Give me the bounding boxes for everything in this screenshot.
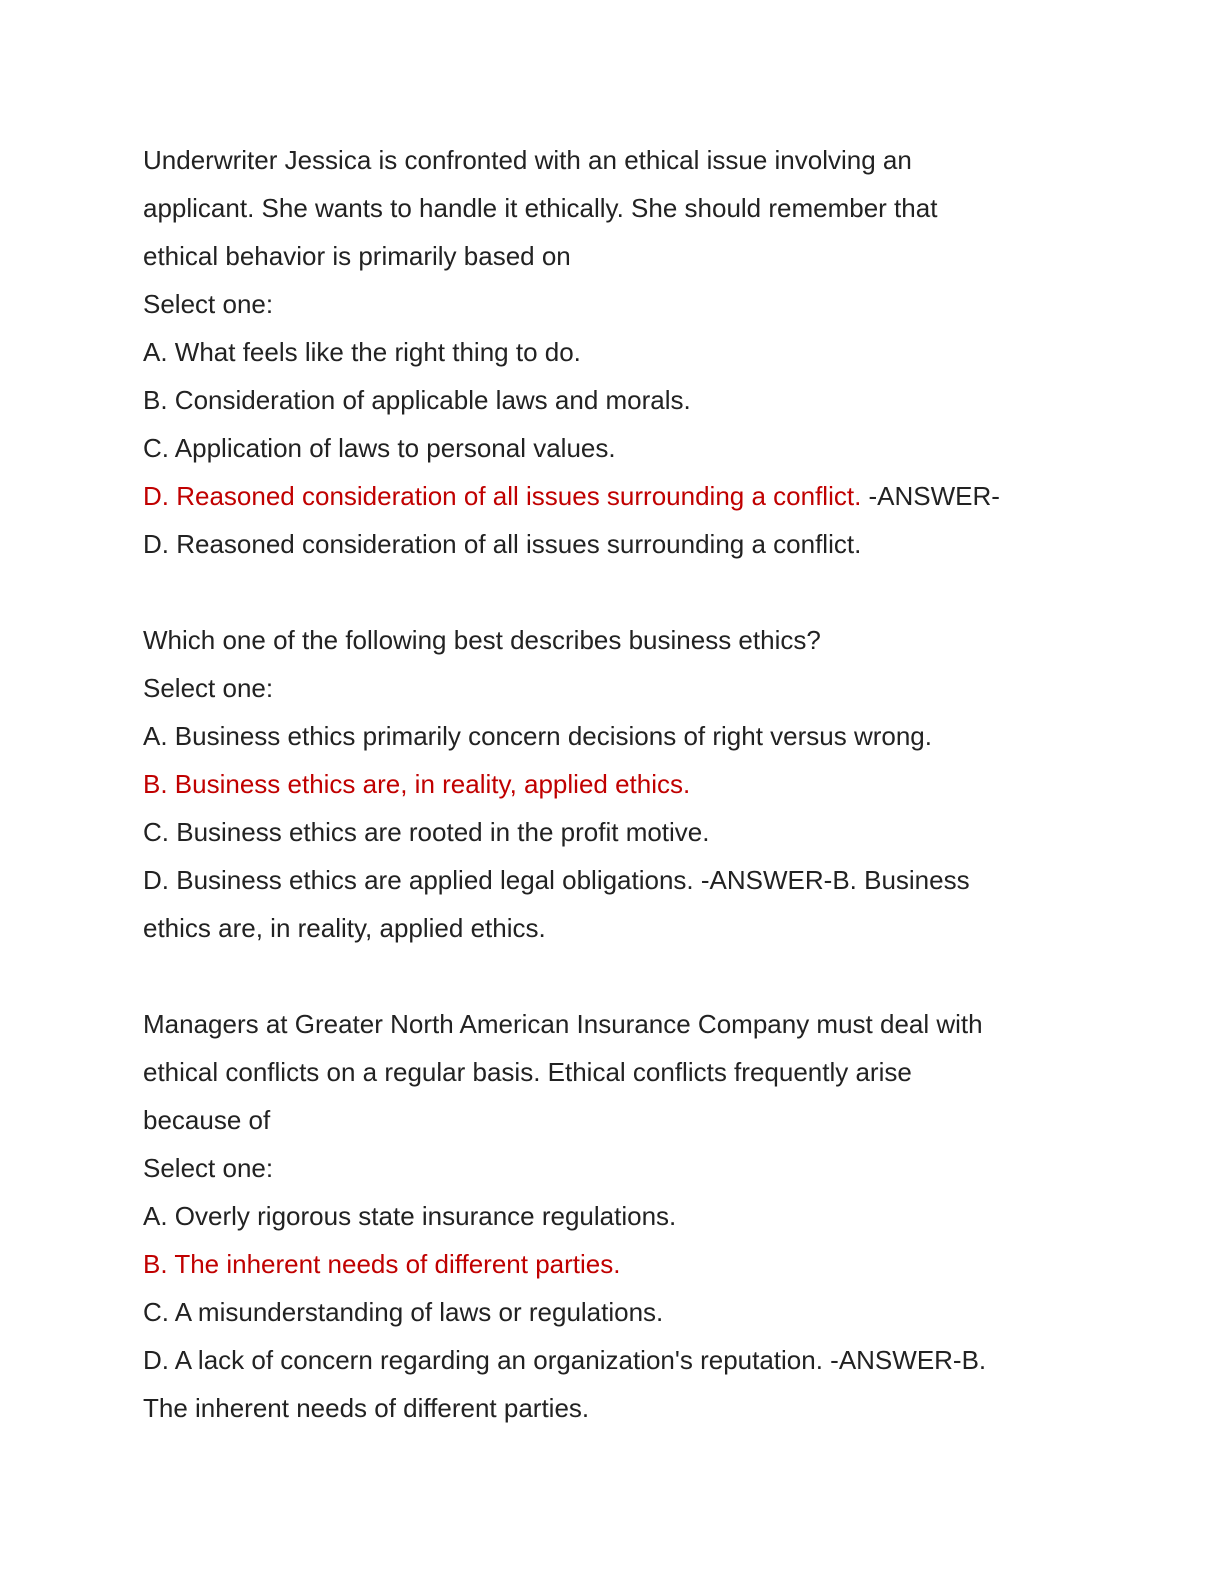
- option-a: A. Overly rigorous state insurance regulations.: [143, 1201, 677, 1231]
- select-one-label: Select one:: [143, 1153, 274, 1183]
- answer-marker: -ANSWER-: [861, 481, 1000, 511]
- select-one-label: Select one:: [143, 673, 274, 703]
- highlighted-correct-option: B. Business ethics are, in reality, applied ethics.: [143, 769, 691, 799]
- question-block-3: [143, 1000, 1083, 1432]
- option-c: C. Application of laws to personal values.: [143, 433, 616, 463]
- question-block-1: [143, 136, 1083, 568]
- highlighted-correct-option: D. Reasoned consideration of all issues surrounding a conflict.: [143, 481, 862, 511]
- option-c: C. A misunderstanding of laws or regulations.: [143, 1297, 664, 1327]
- answer-text: ethics are, in reality, applied ethics.: [143, 913, 546, 943]
- question-text-line: Managers at Greater North American Insurance Company must deal with: [143, 1009, 983, 1039]
- spacer: [143, 952, 1083, 1000]
- option-a: A. Business ethics primarily concern decisions of right versus wrong.: [143, 721, 932, 751]
- answer-text: The inherent needs of different parties.: [143, 1393, 590, 1423]
- question-block-2: [143, 616, 1083, 952]
- option-d-with-answer: D. Business ethics are applied legal obligations. -ANSWER-B. Business: [143, 865, 970, 895]
- answer-text: D. Reasoned consideration of all issues surrounding a conflict.: [143, 529, 862, 559]
- question-text-line: applicant. She wants to handle it ethically. She should remember that: [143, 193, 938, 223]
- option-c: C. Business ethics are rooted in the profit motive.: [143, 817, 710, 847]
- select-one-label: Select one:: [143, 289, 274, 319]
- question-text-line: ethical behavior is primarily based on: [143, 241, 571, 271]
- option-b: B. Consideration of applicable laws and morals.: [143, 385, 691, 415]
- question-text-line: ethical conflicts on a regular basis. Ethical conflicts frequently arise: [143, 1057, 912, 1087]
- spacer: [143, 568, 1083, 616]
- option-d-line: [143, 472, 1083, 520]
- question-text-line: Underwriter Jessica is confronted with an ethical issue involving an: [143, 145, 912, 175]
- document-page: [143, 136, 1083, 1432]
- question-text-line: because of: [143, 1105, 271, 1135]
- option-d-with-answer: D. A lack of concern regarding an organization's reputation. -ANSWER-B.: [143, 1345, 987, 1375]
- option-a: A. What feels like the right thing to do.: [143, 337, 581, 367]
- highlighted-correct-option: B. The inherent needs of different parties.: [143, 1249, 621, 1279]
- question-text-line: Which one of the following best describes business ethics?: [143, 625, 821, 655]
